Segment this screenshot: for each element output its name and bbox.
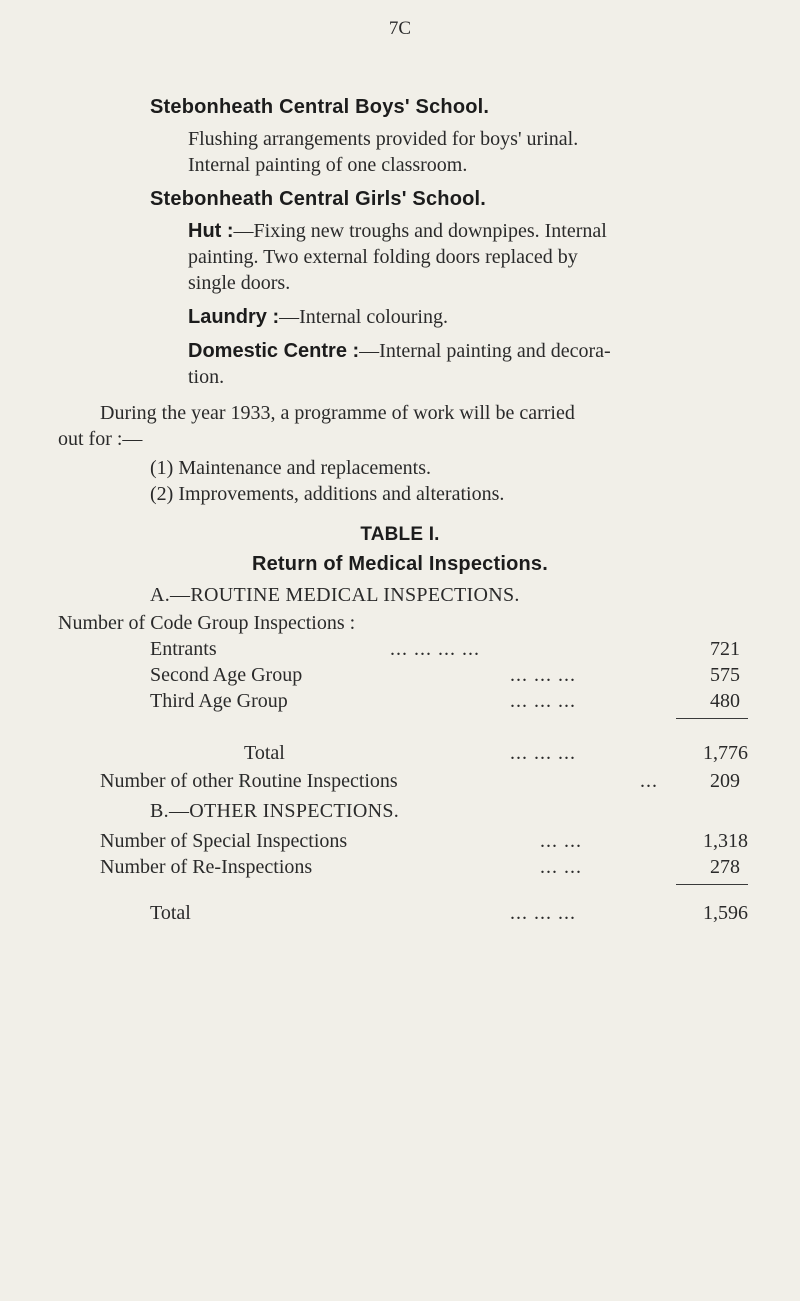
laundry-text: —Internal colouring. (279, 306, 448, 328)
boys-school-text-line2: Internal painting of one classroom. (188, 154, 468, 176)
section-a-heading: A.—ROUTINE MEDICAL INSPECTIONS. (150, 584, 520, 606)
domestic-text: —Internal painting and decora- (359, 340, 611, 362)
section-b-heading: B.—OTHER INSPECTIONS. (150, 800, 400, 822)
girls-school-heading: Stebonheath Central Girls' School. (150, 188, 487, 210)
hut-label: Hut : (188, 220, 234, 242)
domestic-line1 (188, 338, 611, 364)
table-row: Number of Re-Inspections ... ... 278 (100, 856, 740, 878)
page-number: 7C (388, 18, 412, 39)
programme-item2: (2) Improvements, additions and alterations. (150, 483, 505, 505)
hut-line2: painting. Two external folding doors replaced by (188, 246, 578, 268)
domestic-label: Domestic Centre : (188, 340, 360, 362)
subtotal-rule (676, 718, 748, 719)
table-title: TABLE I. (360, 524, 440, 545)
table-row: Second Age Group ... ... ... 575 (150, 664, 740, 686)
hut-line1 (188, 218, 607, 244)
table-row: Number of Special Inspections ... ... 1,318 (100, 830, 748, 852)
domestic-line2: tion. (188, 366, 225, 388)
programme-item1: (1) Maintenance and replacements. (150, 457, 431, 479)
hut-line3: single doors. (188, 272, 291, 294)
total-row-b: Total ... ... ... 1,596 (150, 902, 748, 924)
table-subtitle: Return of Medical Inspections. (251, 553, 549, 575)
table-row: Third Age Group ... ... ... 480 (150, 690, 740, 712)
laundry-label: Laundry : (188, 306, 280, 328)
boys-school-text-line1: Flushing arrangements provided for boys' urinal. (188, 128, 579, 150)
total-row-a: Total ... ... ... 1,776 (244, 742, 748, 764)
code-group-heading: Number of Code Group Inspections : (58, 612, 356, 634)
subtotal-rule (676, 884, 748, 885)
boys-school-heading: Stebonheath Central Boys' School. (150, 96, 490, 118)
table-row: Entrants ... ... ... ... 721 (150, 638, 740, 660)
hut-text: —Fixing new troughs and downpipes. Internal (233, 220, 607, 242)
laundry-line (188, 304, 448, 330)
programme-line2: out for :— (58, 428, 143, 450)
programme-line1: During the year 1933, a programme of work will be carried (100, 402, 575, 424)
table-row: Number of other Routine Inspections ... 209 (100, 770, 740, 792)
